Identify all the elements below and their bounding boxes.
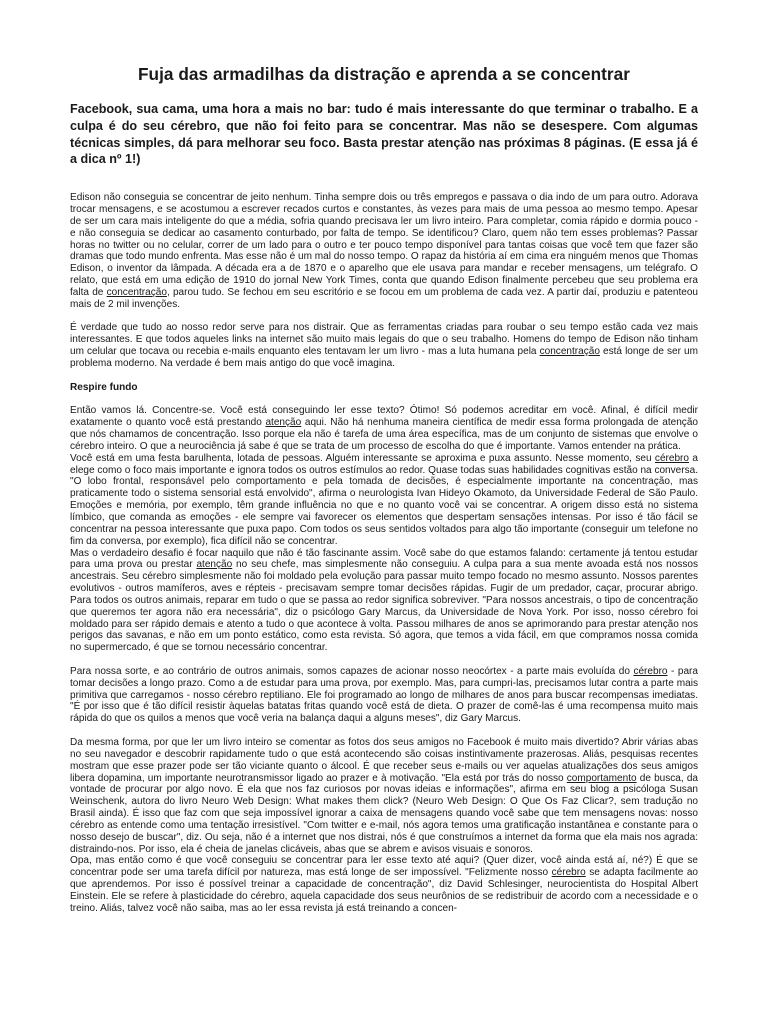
paragraph-2: É verdade que tudo ao nosso redor serve para nos distrair. Que as ferramentas criadas para roubar o seu tempo estão cada vez mais interessantes. E que todos aqueles links na internet são muito mais legais do que o seu trabalho. Homens do tempo de Edison não tinham um celular que tocava ou recebia e-mails enquanto eles tentavam ler um livro - mas a luta humana pela concentração está longe de ser um problema moderno. Na verdade é bem mais antigo do que você imagina. (70, 322, 698, 369)
keyword-link[interactable]: concentração (106, 286, 167, 298)
paragraph-5: Mas o verdadeiro desafio é focar naquilo que não é tão fascinante assim. Você sabe do que estamos falando: certamente já tentou estudar para uma prova ou prestar atenção no seu chefe, mas simplesmente não conseguiu. A culpa para a sua mente avoada está nos nossos ancestrais. Seu cérebro simplesmente não foi moldado pela evolução para passar muito tempo focado no mesmo assunto. Nossos parentes evolutivos - outros mamíferos, aves e répteis - precisavam sempre tomar decisões rápidas. Fugir de um predador, caçar, procurar abrigo. Para todos os outros animais, reparar em tudo o que se passa ao redor significa sobreviver. "Para nossos ancestrais, o tipo de concentração que queremos ter agora não era necessária", diz o psicólogo Gary Marcus, da Universidade de Nova York. Por isso, nosso cérebro foi moldado para ser rápido demais e atento a tudo o que acontece à volta. Passou milhares de anos se aprimorando para prestar atenção nos perigos das savanas, e não em um ponto estático, como esta revista. Só agora, que temos a vida fácil, em que compramos nossa comida no supermercado, é que se tornou necessário concentrar. (70, 547, 699, 654)
keyword-link[interactable]: cérebro (551, 867, 586, 879)
article-title: Fuja das armadilhas da distração e aprenda a se concentrar (138, 64, 630, 84)
article-lead: Facebook, sua cama, uma hora a mais no bar: tudo é mais interessante do que terminar o trabalho. E a culpa é do seu cérebro, que não foi feito para se concentrar. Mas não se desespere. Com algumas técnicas simples, dá para melhorar seu foco. Basta prestar atenção nas próximas 8 páginas. (E essa já é a dica nº 1!) (70, 102, 698, 167)
keyword-link[interactable]: atenção (196, 559, 233, 571)
keyword-link[interactable]: cérebro (633, 665, 668, 677)
keyword-link[interactable]: atenção (265, 417, 302, 429)
paragraph-1: Edison não conseguia se concentrar de jeito nenhum. Tinha sempre dois ou três empregos e passava o dia indo de um para outro. Adorava trocar mensagens, e se acostumou a escrever recados curtos e constantes, às vezes para mais de uma pessoa ao mesmo tempo. Apesar de ser um cara mais inteligente do que a média, sofria quando precisava ler um livro inteiro. Para completar, comia rápido e dormia pouco - e não conseguia se dedicar ao casamento conturbado, por falta de tempo. Se identificou? Claro, quem não tem esses problemas? Passar horas no twitter ou no celular, correr de um lado para o outro e ter pouco tempo disponível para tantas coisas que você tem que fazer são dramas que todo mundo enfrenta. Mas esse não é um mal do nosso tempo. O rapaz da história aí em cima era ninguém menos que Thomas Edison, o inventor da lâmpada. A década era a de 1870 e o aparelho que ele usava para mandar e receber mensagens, um telégrafo. O relato, que está em uma edição de 1910 do jornal New York Times, conta que quando Edison finalmente percebeu que seu problema era falta de concentração, parou tudo. Se fechou em seu escritório e se focou em um problema de cada vez. A partir daí, produziu e patenteou mais de 2 mil invenções. (70, 192, 698, 310)
keyword-link[interactable]: concentração (539, 346, 600, 358)
paragraph-4: Você está em uma festa barulhenta, lotada de pessoas. Alguém interessante se aproxima e puxa assunto. Nesse momento, seu cérebro a elege como o foco mais importante e ignora todos os outros estímulos ao redor. Quase todas suas habilidades cognitivas estão na conversa. "O lobo frontal, responsável pelo comportamento e pela tomada de decisões, é especialmente importante na concentração, mas praticamente todo o sistema sensorial está envolvido", afirma o neurologista Ivan Hideyo Okamoto, da Universidade Federal de São Paulo. Emoções e memória, por exemplo, têm grande influência no que e no quanto você vai se concentrar. A origem disso está no sistema límbico, que comanda as emoções - ele sempre vai favorecer os elementos que despertam sensações intensas. Por isso é tão fácil se concentrar na pessoa interessante que puxa papo. Com todos os seus sentidos voltados para algo tão importante (conseguir um telefone no fim da conversa, por exemplo), fica difícil não se concentrar. (70, 452, 698, 547)
paragraph-3: Então vamos lá. Concentre-se. Você está conseguindo ler esse texto? Ótimo! Só podemos acreditar em você. Afinal, é difícil medir exatamente o quanto você está prestando atenção aqui. Não há nenhuma maneira científica de medir essa forma prolongada de atenção que nós chamamos de concentração. Isso porque ela não é tarefa de uma área específica, mas de um conjunto de sistemas que envolve o cérebro inteiro. O que a neurociência já sabe é que se trata de um processo de escolha do que é importante. Vamos entender na prática. (70, 405, 698, 452)
keyword-link[interactable]: comportamento (566, 772, 637, 784)
paragraph-7: Da mesma forma, por que ler um livro inteiro se comentar as fotos dos seus amigos no Facebook é muito mais divertido? Abrir várias abas no seu navegador e descobrir rapidamente tudo o que está acontecendo são coisas instintivamente prazerosas. Aliás, pesquisas recentes mostram que esse prazer pode ser tão viciante quanto o álcool. É que receber seus e-mails ou ver aquelas atualizações dos seus amigos libera dopamina, um importante neurotransmissor ligado ao prazer e à motivação. "Ela está por trás do nosso comportamento de busca, da vontade de procurar por algo novo. É ela que nos faz curiosos por novas ideias e informações", afirma em seu blog a psicóloga Susan Weinschenk, autora do livro Neuro Web Design: What makes them click? (Neuro Web Design: O Que Os Faz Clicar?, sem tradução no Brasil ainda). É isso que faz com que seja impossível ignorar a caixa de mensagens quando você sabe que tem mensagens novas: nosso cérebro as entende como uma tentação irresistível. "Com twitter e e-mail, nós agora temos uma gratificação instantânea e constante para o nosso desejo de buscar", diz. Ou seja, não é a internet que nos distrai, nós é que construímos a internet da forma que ela mais nos agrada: distraindo-nos. Por isso, ela é cheia de janelas clicáveis, abas que se abrem e avisos visuais e sonoros. (70, 737, 699, 855)
article-body (70, 192, 698, 914)
paragraph-8: Opa, mas então como é que você conseguiu se concentrar para ler esse texto até aqui? (Quer dizer, você ainda está aí, né?) É que se concentrar pode ser uma tarefa difícil por natureza, mas está longe de ser impossível. "Felizmente nosso cérebro se adapta facilmente ao que aprendemos. Por isso é possível treinar a capacidade de concentração", diz David Schlesinger, neurocientista do Hospital Albert Einstein. Ele se refere à plasticidade do cérebro, aquela capacidade dos seus neurônios de se redistribuir de acordo com a necessidade e o treino. Aliás, talvez você não saiba, mas ao ler essa revista já está treinando a concen- (70, 855, 698, 914)
keyword-link[interactable]: cérebro (654, 452, 689, 464)
section-heading: Respire fundo (70, 381, 138, 393)
paragraph-6: Para nossa sorte, e ao contrário de outros animais, somos capazes de acionar nosso neocórtex - a parte mais evoluída do cérebro - para tomar decisões a longo prazo. Como a de estudar para uma prova, por exemplo. Mas, para cumpri-las, precisamos lutar contra a parte mais primitiva que carregamos - nosso cérebro reptiliano. Ele foi programado ao longo de milhares de anos para buscar recompensas imediatas. "É por isso que é tão difícil resistir àquelas batatas fritas quando você está de dieta. O prazer de comê-las é uma recompensa muito mais rápida do que os quilos a menos que você veria na balança daqui a alguns meses", diz Gary Marcus. (70, 665, 698, 725)
